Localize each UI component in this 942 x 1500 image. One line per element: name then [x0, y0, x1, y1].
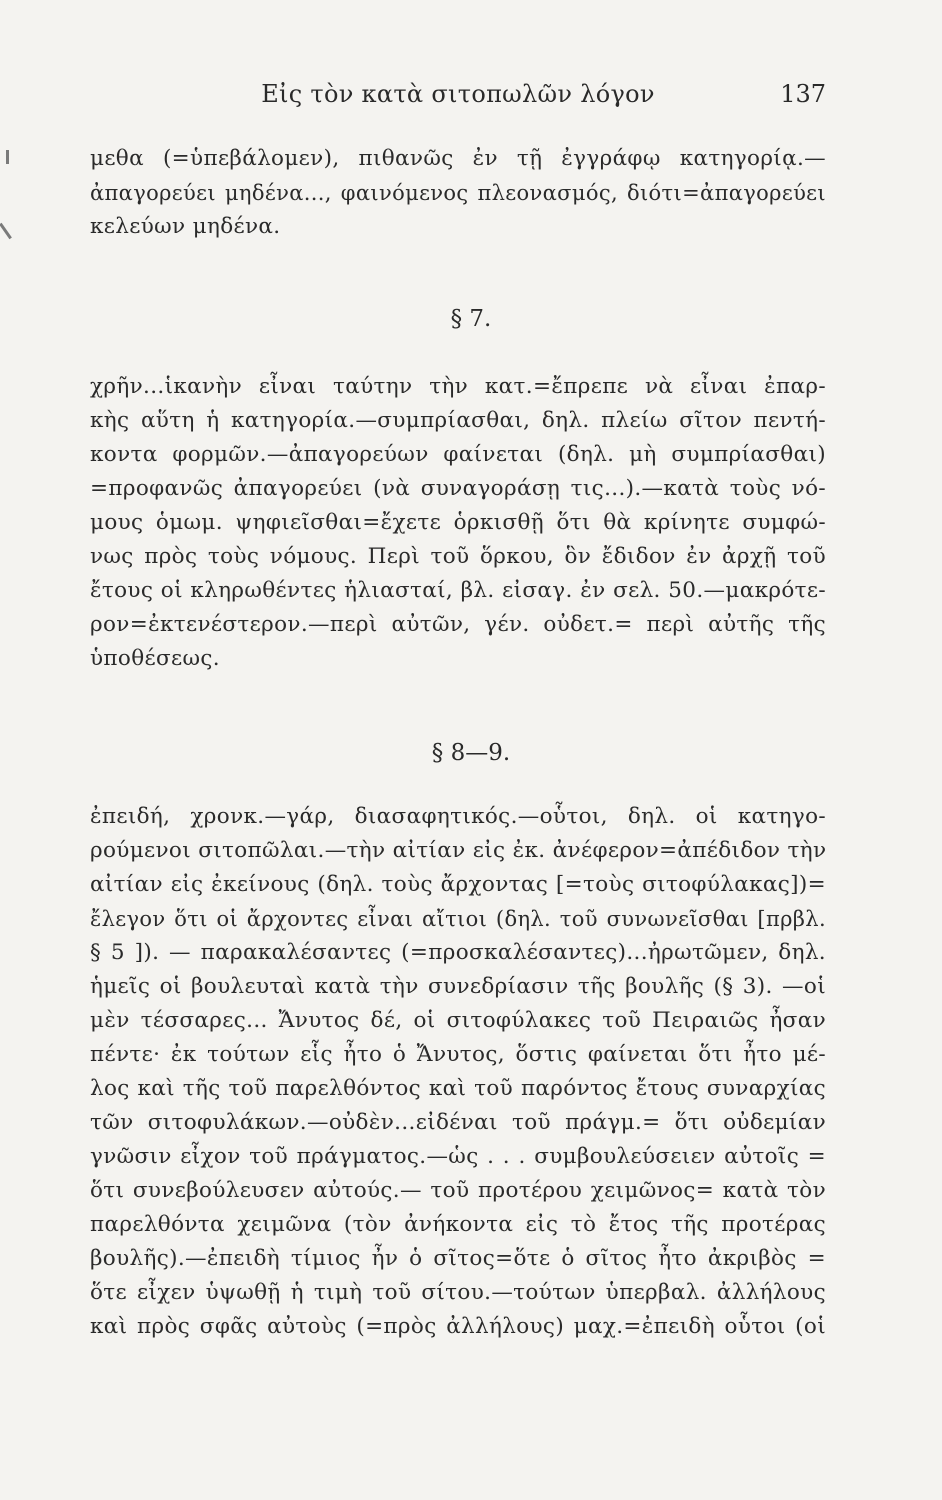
section-8-9-body: [90, 800, 826, 1344]
text-line: ὅτε εἶχεν ὑψωθῇ ἡ τιμὴ τοῦ σίτου.—τούτων ὑπερβαλ. ἀλλήλους: [90, 1280, 826, 1305]
text-line: αἰτίαν εἰς ἐκείνους (δηλ. τοὺς ἄρχοντας [=τοὺς σιτοφύλακας])=: [90, 872, 826, 897]
running-head: [90, 80, 826, 120]
section-heading-7: § 7.: [450, 306, 492, 332]
text-line: βουλῆς).—ἐπειδὴ τίμιος ἦν ὁ σῖτος=ὅτε ὁ σῖτος ἦτο ἀκριβὸς =: [90, 1246, 826, 1271]
margin-mark-top: [6, 150, 9, 164]
text-line: παρελθόντα χειμῶνα (τὸν ἀνήκοντα εἰς τὸ ἔτος τῆς προτέρας: [90, 1212, 826, 1237]
text-line: ρον=ἐκτενέστερον.—περὶ αὐτῶν, γέν. οὐδετ.= περὶ αὐτῆς τῆς: [90, 612, 826, 637]
text-line: ἔτους οἱ κληρωθέντες ἡλιασταί, βλ. εἰσαγ. ἐν σελ. 50.—μακρότε-: [90, 578, 826, 603]
text-line: ὅτι συνεβούλευσεν αὐτούς.— τοῦ προτέρου χειμῶνος= κατὰ τὸν: [90, 1178, 826, 1203]
text-line: λος καὶ τῆς τοῦ παρελθόντος καὶ τοῦ παρόντος ἔτους συναρχίας: [90, 1076, 826, 1101]
text-line: =προφανῶς ἀπαγορεύει (νὰ συναγοράσῃ τις...).—κατὰ τοὺς νό-: [90, 476, 826, 501]
text-line: ἡμεῖς οἱ βουλευταὶ κατὰ τὴν συνεδρίασιν τῆς βουλῆς (§ 3). —οἱ: [90, 974, 826, 999]
text-line: τῶν σιτοφυλάκων.—οὐδὲν...εἰδέναι τοῦ πράγμ.= ὅτι οὐδεμίαν: [90, 1110, 826, 1135]
page-number: 137: [780, 80, 826, 108]
margin-mark-left: [0, 223, 12, 239]
text-line: ρούμενοι σιτοπῶλαι.—τὴν αἰτίαν εἰς ἐκ. ἀνέφερον=ἀπέδιδον τὴν: [90, 838, 827, 863]
text-line: πέντε· ἐκ τούτων εἷς ἦτο ὁ Ἄνυτος, ὅστις φαίνεται ὅτι ἦτο μέ-: [90, 1042, 826, 1067]
text-line: ἐπειδή, χρονκ.—γάρ, διασαφητικός.—οὗτοι, δηλ. οἱ κατηγο-: [90, 804, 826, 829]
text-line: χρῆν...ἱκανὴν εἶναι ταύτην τὴν κατ.=ἔπρεπε νὰ εἶναι ἐπαρ-: [90, 374, 826, 399]
text-line: μεθα (=ὑπεβάλομεν), πιθανῶς ἐν τῇ ἐγγράφῳ κατηγορίᾳ.—: [90, 146, 826, 171]
text-line: κελεύων μηδένα.: [90, 214, 281, 239]
section-heading-8-9: § 8—9.: [431, 740, 511, 766]
text-line: μὲν τέσσαρες... Ἄνυτος δέ, οἱ σιτοφύλακες τοῦ Πειραιῶς ἦσαν: [90, 1008, 826, 1033]
text-line: ἔλεγον ὅτι οἱ ἄρχοντες εἶναι αἴτιοι (δηλ. τοῦ συνωνεῖσθαι [πρβλ.: [90, 907, 826, 931]
text-line: νως πρὸς τοὺς νόμους. Περὶ τοῦ ὅρκου, ὃν ἔδιδον ἐν ἀρχῇ τοῦ: [90, 544, 826, 569]
section-7-body: [90, 370, 826, 676]
paragraph-1: [90, 142, 826, 244]
text-line: καὶ πρὸς σφᾶς αὐτοὺς (=πρὸς ἀλλήλους) μαχ.=ἐπειδὴ οὗτοι (οἱ: [90, 1314, 826, 1339]
text-line: ἀπαγορεύει μηδένα..., φαινόμενος πλεονασμός, διότι=ἀπαγορεύει: [90, 181, 826, 205]
text-line: γνῶσιν εἶχον τοῦ πράγματος.—ὡς . . . συμβουλεύσειεν αὐτοῖς =: [90, 1144, 826, 1169]
text-line: μους ὁμωμ. ψηφιεῖσθαι=ἔχετε ὁρκισθῇ ὅτι θὰ κρίνητε συμφώ-: [90, 510, 826, 535]
running-title: Εἰς τὸν κατὰ σιτοπωλῶν λόγον: [261, 80, 655, 108]
text-line: ὑποθέσεως.: [90, 646, 220, 671]
text-line: κὴς αὕτη ἡ κατηγορία.—συμπρίασθαι, δηλ. πλείω σῖτον πεντή-: [90, 408, 826, 433]
text-line: κοντα φορμῶν.—ἀπαγορεύων φαίνεται (δηλ. μὴ συμπρίασθαι): [90, 442, 826, 467]
text-line: § 5 ]). — παρακαλέσαντες (=προσκαλέσαντες)...ἠρωτῶμεν, δηλ.: [90, 940, 826, 965]
